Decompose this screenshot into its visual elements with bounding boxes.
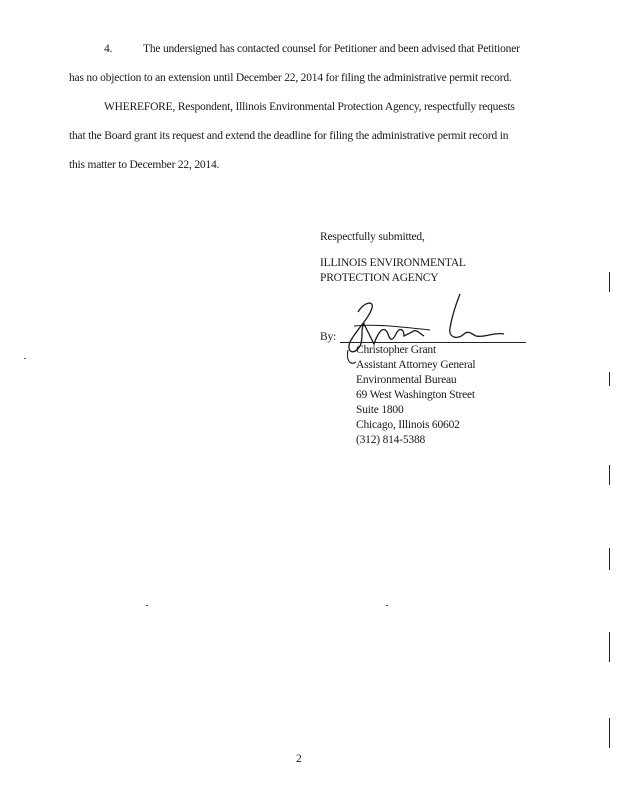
signer-name: Christopher Grant [356, 344, 436, 356]
signer-bureau: Environmental Bureau [356, 374, 457, 386]
page-number: 2 [296, 753, 302, 765]
paragraph-number: 4. [104, 43, 113, 55]
agency-name-line2: PROTECTION AGENCY [320, 272, 439, 284]
signer-street: 69 West Washington Street [356, 389, 475, 401]
by-label: By: [320, 331, 337, 343]
scan-artifact-mark [609, 465, 610, 485]
wherefore-line1: WHEREFORE, Respondent, Illinois Environmental Protection Agency, respectfully requests [104, 101, 515, 113]
paragraph4-line2: has no objection to an extension until December 22, 2014 for filing the administrative permit record. [69, 72, 512, 84]
signer-phone: (312) 814-5388 [356, 434, 426, 446]
signer-suite: Suite 1800 [356, 404, 404, 416]
paragraph4-line1: The undersigned has contacted counsel for Petitioner and been advised that Petitioner [143, 43, 520, 55]
scan-artifact-dot [24, 358, 26, 359]
scan-artifact-mark [609, 548, 610, 570]
respectfully-submitted: Respectfully submitted, [320, 231, 425, 243]
scan-artifact-dot [386, 605, 388, 606]
wherefore-line3: this matter to December 22, 2014. [69, 159, 220, 171]
agency-name-line1: ILLINOIS ENVIRONMENTAL [320, 257, 466, 269]
scan-artifact-dot [146, 605, 148, 606]
signer-city: Chicago, Illinois 60602 [356, 419, 460, 431]
scan-artifact-mark [609, 272, 610, 292]
scan-artifact-mark [609, 372, 610, 386]
wherefore-line2: that the Board grant its request and extend the deadline for filing the administrative permit record in [69, 130, 509, 142]
scan-artifact-mark [609, 718, 610, 748]
signer-title: Assistant Attorney General [356, 359, 476, 371]
scan-artifact-mark [609, 632, 610, 662]
